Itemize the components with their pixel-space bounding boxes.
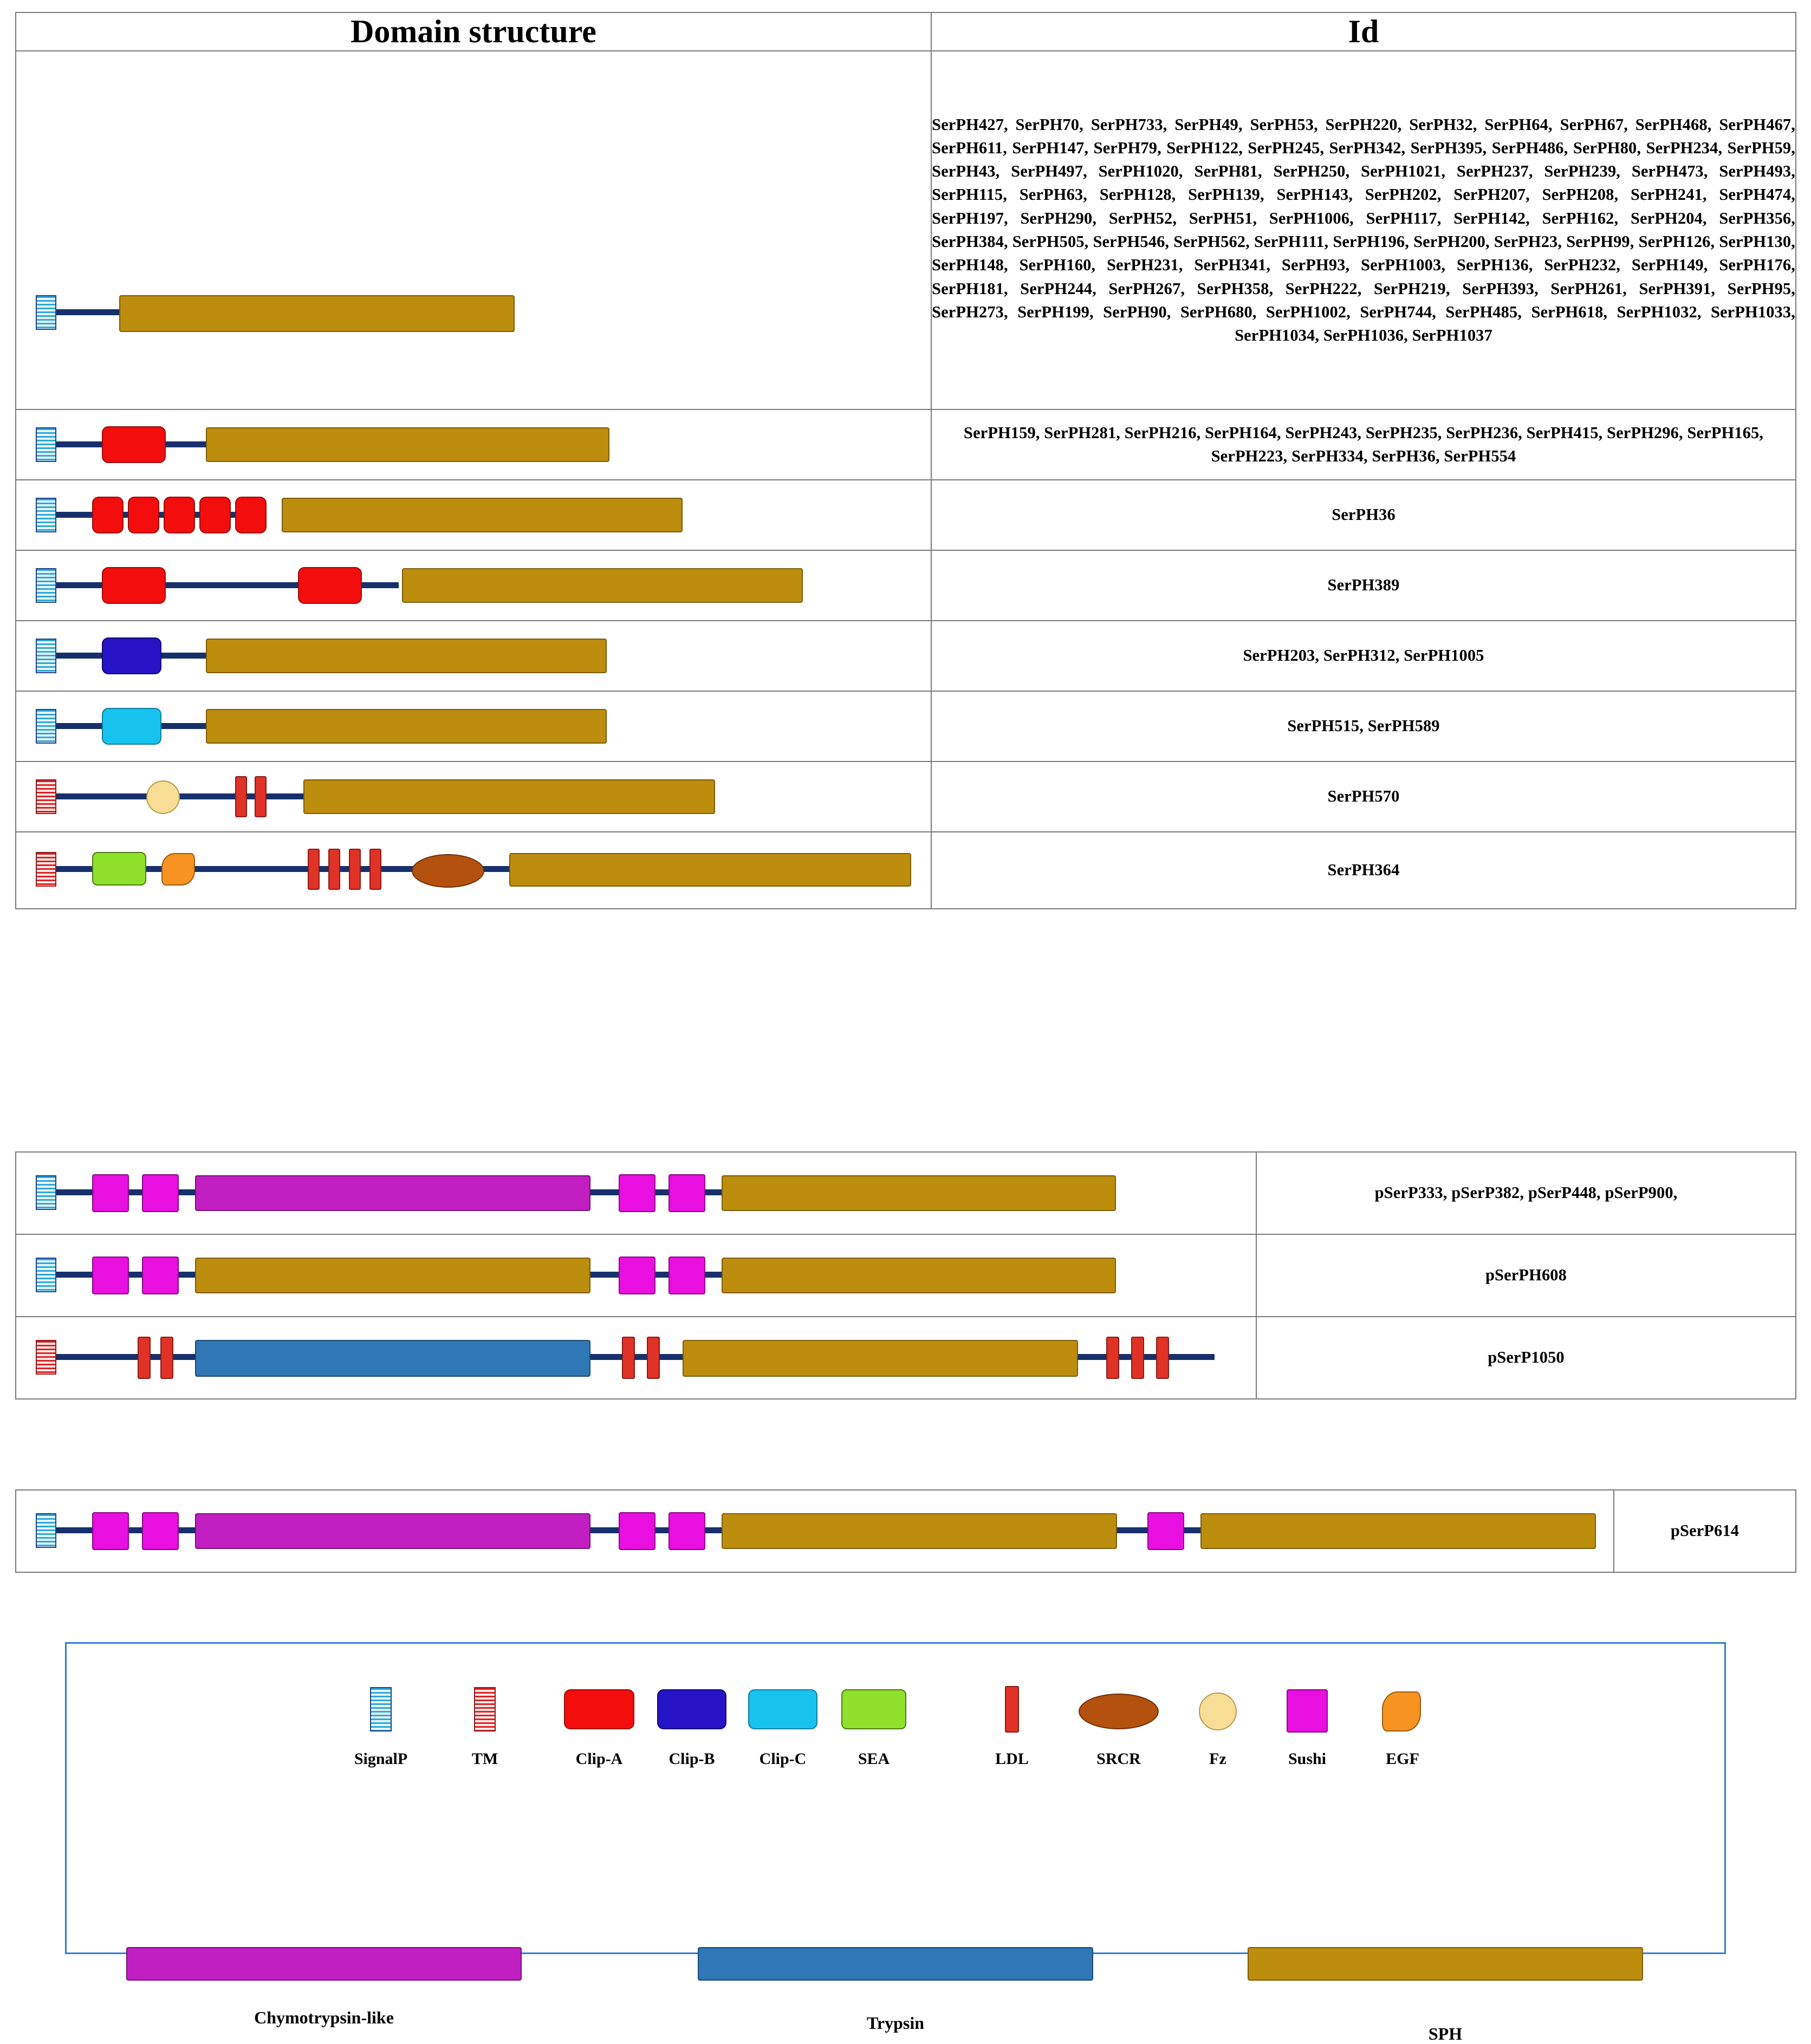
sushi-domain (92, 1257, 129, 1294)
ldl-domain (622, 1337, 635, 1379)
sushi-domain (619, 1257, 655, 1294)
sph-legend-block (1248, 1947, 1643, 1981)
domain-table-2 (15, 1151, 1796, 1399)
id-cell: SerPH36 (931, 480, 1796, 550)
clip-c-domain (102, 708, 161, 745)
sea-icon (841, 1689, 906, 1729)
domain-diagram (16, 1317, 1256, 1398)
sushi-domain (92, 1512, 129, 1550)
id-cell: SerPH364 (931, 832, 1796, 909)
sph-domain (722, 1175, 1116, 1211)
legend-label-signalp: SignalP (354, 1750, 408, 1768)
sushi-domain (668, 1512, 705, 1550)
sushi-domain (619, 1174, 655, 1212)
table-row (16, 1152, 1796, 1234)
domain-diagram (16, 480, 931, 550)
legend-panel (65, 1642, 1726, 2043)
tm-icon (474, 1687, 496, 1731)
sph-domain (303, 779, 715, 814)
legend-label-fz: Fz (1209, 1750, 1226, 1768)
trypsin-domain (195, 1340, 590, 1377)
domain-diagram (16, 1235, 1256, 1316)
clip-a-domain (92, 497, 124, 533)
table-row (16, 621, 1796, 691)
table-row (16, 1234, 1796, 1317)
legend-icon-row (67, 1644, 1724, 1768)
signalp-icon (36, 498, 56, 532)
sushi-icon (1287, 1689, 1328, 1733)
sph-domain (402, 568, 803, 603)
header-id: Id (931, 12, 1796, 51)
domain-structure-cell (16, 550, 931, 621)
ldl-domain (1131, 1337, 1144, 1379)
sushi-domain (142, 1174, 179, 1212)
ldl-domain (328, 849, 340, 890)
signalp-icon (36, 1258, 56, 1292)
domain-diagram (16, 551, 931, 620)
id-cell: SerPH389 (931, 550, 1796, 621)
table-row (16, 51, 1796, 409)
signalp-icon (36, 427, 56, 462)
sph-domain (722, 1513, 1117, 1549)
table-header-row (16, 12, 1796, 51)
domain-diagram (16, 621, 931, 691)
table-row (16, 691, 1796, 761)
domain-structure-cell (16, 1234, 1256, 1317)
id-cell: pSerP614 (1614, 1490, 1796, 1572)
sph-domain (119, 295, 515, 332)
tm-icon (36, 852, 56, 887)
clip-a-domain (164, 497, 195, 533)
domain-structure-cell (16, 1490, 1614, 1572)
domain-structure-cell (16, 621, 931, 691)
id-cell: pSerP1050 (1256, 1317, 1796, 1399)
table-row (16, 550, 1796, 621)
legend-label-clip-a: Clip-A (575, 1750, 623, 1768)
legend-label-ldl: LDL (995, 1750, 1029, 1768)
sph-domain (509, 853, 911, 887)
domain-diagram (16, 1490, 1613, 1572)
sushi-domain (92, 1174, 129, 1212)
domain-structure-cell (16, 691, 931, 761)
ldl-domain (647, 1337, 660, 1379)
legend-block-row (67, 1768, 1724, 2043)
domain-diagram (16, 410, 931, 479)
table-row (16, 1490, 1796, 1572)
sushi-domain (142, 1512, 179, 1550)
domain-structure-cell (16, 409, 931, 480)
sph-domain (195, 1258, 590, 1293)
legend-label-chymotrypsin: Chymotrypsin-like (254, 2008, 394, 2027)
table-row (16, 1317, 1796, 1399)
domain-table-3 (15, 1489, 1796, 1573)
ldl-domain (308, 849, 320, 890)
signalp-icon (370, 1687, 392, 1731)
domain-diagram (16, 51, 931, 409)
sph-domain (683, 1340, 1078, 1377)
clip-b-domain (102, 637, 161, 674)
signalp-icon (36, 639, 56, 673)
clip-a-domain (128, 497, 159, 533)
id-cell: pSerPH608 (1256, 1234, 1796, 1317)
clip-a-domain (235, 497, 267, 533)
signalp-icon (36, 568, 56, 603)
domain-diagram (16, 692, 931, 761)
domain-structure-cell (16, 761, 931, 832)
table-row (16, 409, 1796, 480)
sph-domain (282, 498, 683, 532)
backbone-line (47, 793, 317, 799)
clip-a-domain (199, 497, 231, 533)
signalp-icon (36, 1513, 56, 1548)
tm-icon (36, 1340, 56, 1375)
ldl-domain (160, 1337, 173, 1379)
legend-label-sushi: Sushi (1288, 1750, 1327, 1768)
sph-domain (206, 427, 609, 462)
chymotrypsin-domain (195, 1513, 590, 1549)
clip-c-icon (748, 1689, 817, 1729)
ldl-domain (1156, 1337, 1169, 1379)
sushi-domain (1147, 1512, 1184, 1550)
legend-label-sea: SEA (858, 1750, 890, 1768)
sph-domain (1200, 1513, 1596, 1549)
chymotrypsin-legend-block (126, 1947, 522, 1981)
signalp-icon (36, 295, 56, 330)
domain-structure-cell (16, 51, 931, 409)
table-row (16, 761, 1796, 832)
clip-a-domain (102, 426, 166, 463)
legend-label-tm: TM (471, 1750, 498, 1768)
id-cell: SerPH427, SerPH70, SerPH733, SerPH49, SerPH53, SerPH220, SerPH32, SerPH64, SerPH67, SerPH468, SerPH467, SerPH611, SerPH147, SerPH79, SerPH122, SerPH245, SerPH342, SerPH395, SerPH486, SerPH80, SerPH234, SerPH59, SerPH43, SerPH497, SerPH1020, SerPH81, SerPH250, SerPH1021, SerPH237, SerPH239, SerPH473, SerPH493, SerPH115, SerPH63, SerPH128, SerPH139, SerPH143, SerPH202, SerPH207, SerPH208, SerPH241, SerPH474, SerPH197, SerPH290, SerPH52, SerPH51, SerPH1006, SerPH117, SerPH142, SerPH162, SerPH204, SerPH356, SerPH384, SerPH505, SerPH546, SerPH562, SerPH111, SerPH196, SerPH200, SerPH23, SerPH99, SerPH126, SerPH130, SerPH148, SerPH160, SerPH231, SerPH341, SerPH93, SerPH1003, SerPH136, SerPH232, SerPH149, SerPH176, SerPH181, SerPH244, SerPH267, SerPH358, SerPH222, SerPH219, SerPH393, SerPH261, SerPH391, SerPH95, SerPH273, SerPH199, SerPH90, SerPH680, SerPH1002, SerPH744, SerPH485, SerPH618, SerPH1032, SerPH1033, SerPH1034, SerPH1036, SerPH1037 (931, 51, 1796, 409)
clip-a-icon (564, 1689, 634, 1729)
id-cell: SerPH159, SerPH281, SerPH216, SerPH164, SerPH243, SerPH235, SerPH236, SerPH415, SerPH296, SerPH165, SerPH223, SerPH334, SerPH36, SerPH554 (931, 409, 1796, 480)
sushi-domain (142, 1257, 179, 1294)
sea-domain (92, 852, 146, 886)
signalp-icon (36, 709, 56, 744)
clip-b-icon (657, 1689, 726, 1729)
domain-diagram (16, 832, 931, 908)
domain-structure-cell (16, 1152, 1256, 1234)
ldl-domain (138, 1337, 151, 1379)
domain-diagram (16, 762, 931, 831)
legend-label-sph: SPH (1428, 2024, 1463, 2043)
domain-structure-cell (16, 1317, 1256, 1399)
tm-icon (36, 779, 56, 814)
id-cell: SerPH203, SerPH312, SerPH1005 (931, 621, 1796, 691)
domain-structure-cell (16, 480, 931, 550)
legend-label-srcr: SRCR (1096, 1750, 1141, 1768)
trypsin-legend-block (698, 1947, 1093, 1981)
ldl-icon (1005, 1686, 1019, 1733)
ldl-domain (235, 776, 247, 817)
legend-label-clip-b: Clip-B (668, 1750, 715, 1768)
id-cell: pSerP333, pSerP382, pSerP448, pSerP900, (1256, 1152, 1796, 1234)
signalp-icon (36, 1175, 56, 1210)
sushi-domain (619, 1512, 655, 1550)
ldl-domain (369, 849, 381, 890)
fz-domain (146, 780, 180, 814)
sph-domain (206, 639, 607, 673)
egf-domain (161, 853, 195, 886)
domain-table-1 (15, 12, 1796, 909)
ldl-domain (349, 849, 361, 890)
srcr-icon (1079, 1694, 1159, 1729)
srcr-domain (412, 854, 484, 888)
clip-a-domain (298, 567, 362, 604)
sph-domain (722, 1258, 1116, 1293)
clip-a-domain (102, 567, 166, 604)
sushi-domain (668, 1174, 705, 1212)
fz-icon (1199, 1693, 1237, 1730)
legend-label-clip-c: Clip-C (759, 1750, 807, 1768)
legend-label-egf: EGF (1386, 1750, 1419, 1768)
header-domain-structure: Domain structure (16, 12, 931, 51)
id-cell: SerPH515, SerPH589 (931, 691, 1796, 761)
legend-label-trypsin: Trypsin (866, 2013, 925, 2033)
table-row (16, 832, 1796, 909)
domain-structure-cell (16, 832, 931, 909)
egf-icon (1382, 1691, 1421, 1731)
sph-domain (206, 709, 607, 744)
id-cell: SerPH570 (931, 761, 1796, 832)
ldl-domain (255, 776, 267, 817)
table-row (16, 480, 1796, 550)
domain-diagram (16, 1153, 1256, 1234)
sushi-domain (668, 1257, 705, 1294)
ldl-domain (1106, 1337, 1119, 1379)
chymotrypsin-domain (195, 1175, 590, 1211)
